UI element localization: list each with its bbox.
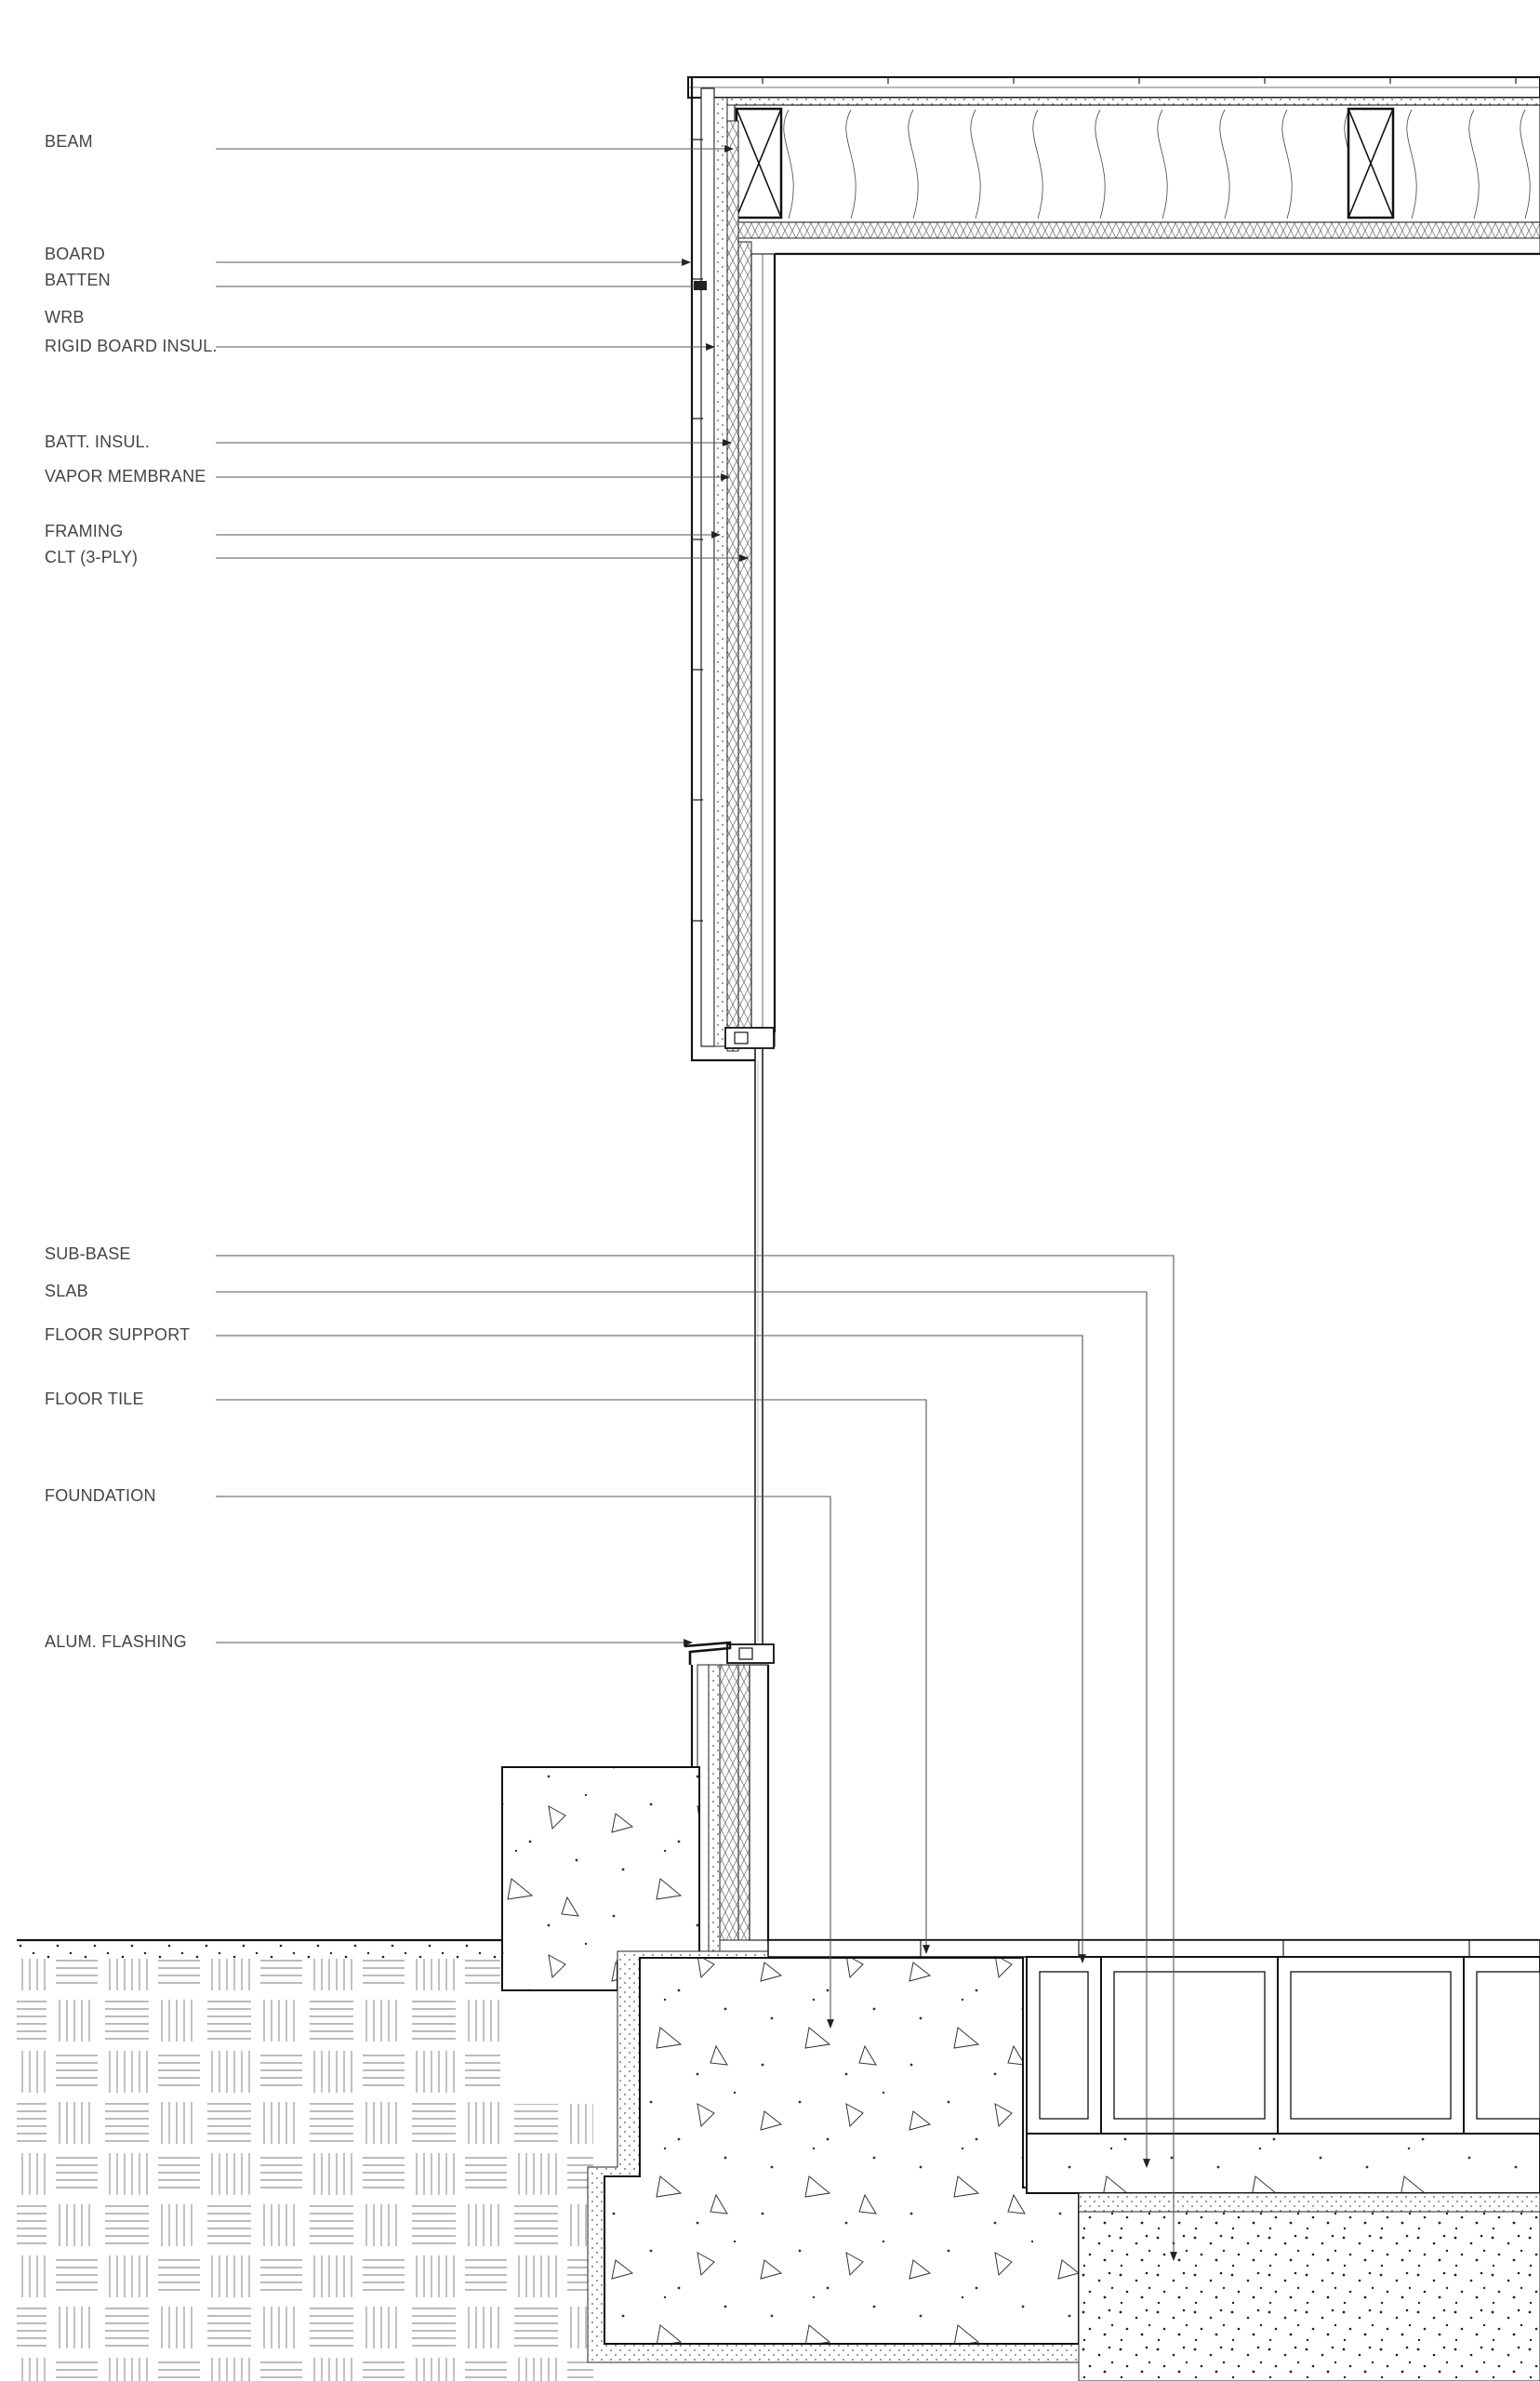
foundation-footing <box>604 1958 1079 2344</box>
label-vapor-membrane: VAPOR MEMBRANE <box>45 467 206 486</box>
sub-base <box>1079 2212 1540 2381</box>
label-beam: BEAM <box>45 132 93 151</box>
window-sill <box>727 1644 774 1663</box>
label-framing: FRAMING <box>45 522 124 540</box>
label-floor-tile: FLOOR TILE <box>45 1390 144 1408</box>
roof-board-joints <box>763 77 1516 84</box>
label-rigid-board-insul: RIGID BOARD INSUL. <box>45 337 218 355</box>
label-batt-insul: BATT. INSUL. <box>45 432 151 451</box>
alum-flashing <box>684 1643 730 1665</box>
label-sub-base: SUB-BASE <box>45 1244 131 1263</box>
glazing <box>755 1048 763 1646</box>
label-alum-flashing: ALUM. FLASHING <box>45 1632 187 1651</box>
callout-labels <box>45 132 218 1651</box>
roof-assembly <box>688 77 1540 254</box>
label-floor-support: FLOOR SUPPORT <box>45 1325 191 1344</box>
label-batten: BATTEN <box>45 271 111 289</box>
label-slab: SLAB <box>45 1282 88 1300</box>
label-foundation: FOUNDATION <box>45 1486 156 1505</box>
ground-earth <box>17 1940 593 2381</box>
floor-support-blocks <box>1027 1957 1540 2134</box>
label-wrb: WRB <box>45 308 85 326</box>
slab <box>1027 2134 1540 2193</box>
label-clt: CLT (3-PLY) <box>45 548 139 566</box>
beam-section <box>1348 109 1393 218</box>
beam-section <box>737 109 781 218</box>
window-head <box>725 1028 774 1048</box>
label-board: BOARD <box>45 245 106 263</box>
